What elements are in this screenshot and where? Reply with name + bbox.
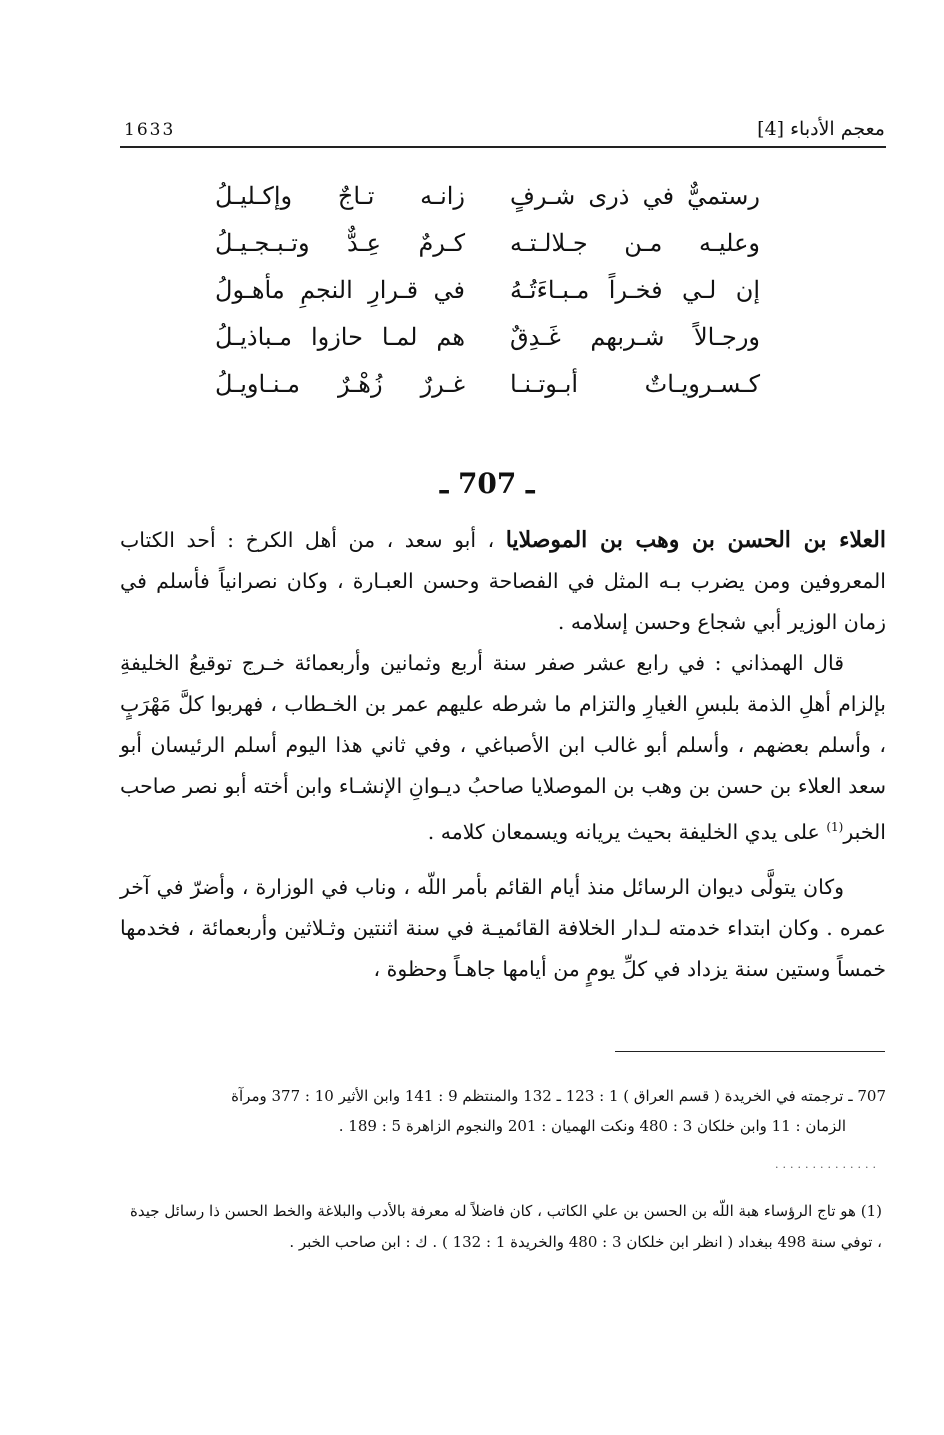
paragraph-text: على يدي الخليفة بحيث يريانه ويسمعان كلامه . <box>427 819 827 844</box>
entry-intro-paragraph <box>120 520 886 643</box>
poem-verse <box>215 323 760 370</box>
poem-verse <box>215 229 760 276</box>
source-footnote <box>150 1081 886 1141</box>
header-rule <box>120 146 886 148</box>
entry-body <box>120 520 886 990</box>
second-hemistich: هم لمـا حازوا مـباذيـلُ <box>215 323 465 351</box>
footnote-marker[interactable]: (1) <box>826 820 844 834</box>
entry-paragraph <box>120 643 886 853</box>
paragraph-text: وكان يتولَّى ديوان الرسائل منذ أيام القائم بأمر اللّه ، وناب في الوزارة ، وأضرّ في آخر عمره . وكان ابتداء خدمته لـدار الخلافة القائميـة في سنة اثنتين وثـلاثين وأربعمائة ، فخدمها خمساً وستين سنة يزداد في كلِّ يومٍ من أيامها جاهـاً وحظوة ، <box>120 874 886 981</box>
running-title: معجم الأدباء [4] <box>757 118 885 140</box>
page-number: 1633 <box>124 120 176 140</box>
first-hemistich: كـسـرويـاتٌ أبـوتـنـا <box>510 370 760 398</box>
poem-verse <box>215 370 760 417</box>
paragraph-gap <box>120 853 886 867</box>
second-hemistich: غـررٌ زُهْـرٌ مـنـاويـلُ <box>215 370 465 398</box>
entry-number: ـ 707 ـ <box>440 467 535 500</box>
first-hemistich: إن لـي فخـراً مـبـاءَتُـهُ <box>510 276 760 304</box>
entry-intro: ، أبو سعد ، من أهل الكرخ : أحد الكتاب المعروفين ومن يضرب بـه المثل في الفصاحة وحسن العبـارة ، وكان نصرانياً فأسلم في زمان الوزير أبي شجاع وحسن إسلامه . <box>120 528 886 634</box>
second-hemistich: في قـرارِ النجمِ مأهـولُ <box>215 276 465 304</box>
footnote <box>130 1196 882 1258</box>
second-hemistich: زانـه تـاجٌ وإكـليـلُ <box>215 182 465 210</box>
dotted-separator: .............. <box>775 1158 880 1171</box>
source-line: 707 ـ ترجمته في الخريدة ( قسم العراق ) 1 : 123 ـ 132 والمنتظم 9 : 141 وابن الأثير 10 : 377 ومرآة <box>231 1087 886 1105</box>
poem-verse <box>215 276 760 323</box>
footnote-rule <box>615 1051 885 1052</box>
poem <box>215 182 760 417</box>
first-hemistich: ورجـالاً شـربهم غَـدِقٌ <box>510 323 760 351</box>
footnote-text: (1) هو تاج الرؤساء هبة اللّه بن الحسن بن علي الكاتب ، كان فاضلاً له معرفة بالأدب والبلاغة والخط الحسن ذا رسائل جيدة ، توفي سنة 498 ببغداد ( انظر ابن خلكان 3 : 480 والخريدة 1 : 132 ) . ك : ابن صاحب الخبر . <box>130 1202 882 1251</box>
first-hemistich: وعليـه مـن جـلالـتـه <box>510 229 760 257</box>
poem-verse <box>215 182 760 229</box>
entry-name: العلاء بن الحسن بن وهب بن الموصلايا <box>505 527 887 553</box>
page-header <box>120 112 885 144</box>
paragraph-text: قال الهمذاني : في رابع عشر صفر سنة أربع وثمانين وأربعمائة خـرج توقيعُ الخليفةِ بإلزام أهلِ الذمة بلبسِ الغيارِ والتزام ما شرطه عليهم عمر بن الخـطاب ، فهربوا كلَّ مَهْرَبٍ ، وأسلم بعضهم ، وأسلم أبو غالب ابن الأصباغي ، وفي ثاني هذا اليوم أسلم الرئيسان أبو سعد العلاء بن حسن بن وهب بن الموصلايا صاحبُ ديـوانِ الإنشـاء وابن أخته أبو نصر صاحب الخبر <box>120 651 886 844</box>
second-hemistich: كـرمٌ عِـدٌّ وتـبـجـيـلُ <box>215 229 465 257</box>
entry-paragraph <box>120 867 886 990</box>
source-line: الزمان : 11 وابن خلكان 3 : 480 ونكت الهميان : 201 والنجوم الزاهرة 5 : 189 . <box>338 1117 846 1135</box>
first-hemistich: رستميٌّ في ذرى شـرفٍ <box>510 182 760 210</box>
